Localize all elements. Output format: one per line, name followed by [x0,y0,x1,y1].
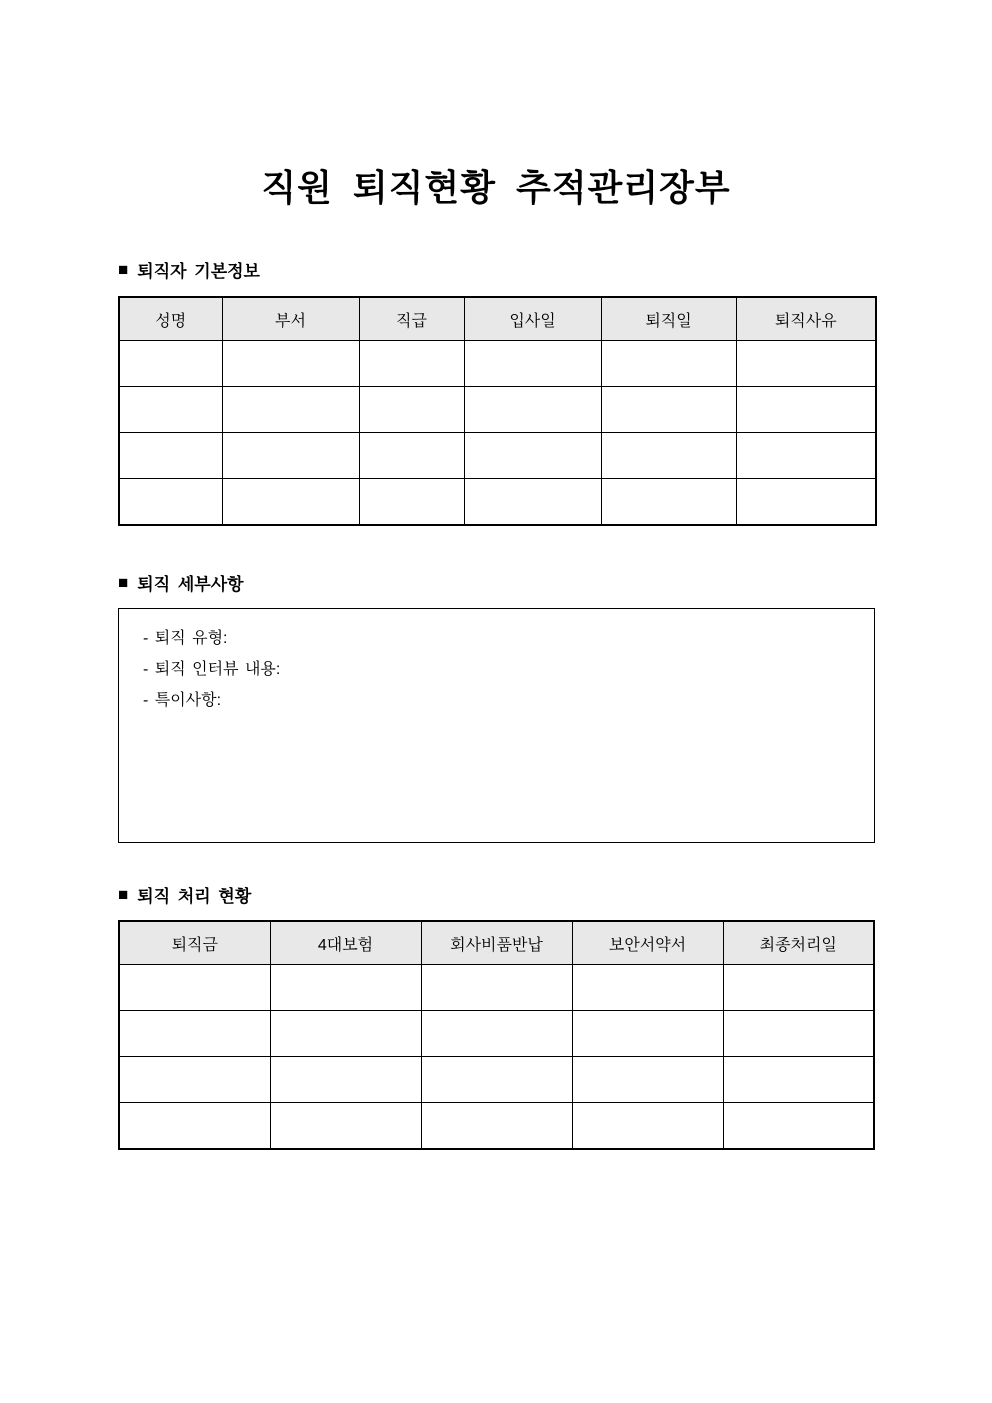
table-header-row [119,921,874,965]
table-cell [270,1057,421,1103]
table-row [119,1011,874,1057]
table-cell [723,1103,874,1150]
basic-info-table [118,296,877,526]
table-cell [601,387,736,433]
document-title: 직원 퇴직현황 추적관리장부 [261,167,731,208]
section-heading-label: 퇴직 세부사항 [137,575,244,594]
table-header-row [119,297,876,341]
table-cell [270,965,421,1011]
section-marker-icon: ■ [118,885,129,904]
table-cell [572,965,723,1011]
section-heading-label: 퇴직 처리 현황 [137,887,252,906]
column-header-resign-date: 퇴직일 [601,297,736,341]
column-header-name: 성명 [119,297,222,341]
table-cell [736,387,876,433]
table-cell [421,965,572,1011]
column-header-join-date: 입사일 [464,297,601,341]
table-cell [464,341,601,387]
table-cell [723,1011,874,1057]
table-cell [119,341,222,387]
table-cell [119,433,222,479]
table-cell [736,479,876,526]
table-row [119,1103,874,1150]
table-cell [464,387,601,433]
table-cell [359,479,464,526]
table-cell [359,341,464,387]
table-cell [464,433,601,479]
table-cell [119,965,270,1011]
column-header-department: 부서 [222,297,359,341]
column-header-security-pledge: 보안서약서 [572,921,723,965]
column-header-resign-reason: 퇴직사유 [736,297,876,341]
column-header-final-date: 최종처리일 [723,921,874,965]
table-cell [736,433,876,479]
table-cell [421,1011,572,1057]
table-cell [119,1011,270,1057]
table-row [119,433,876,479]
table-cell [270,1103,421,1150]
detail-line-interview: - 퇴직 인터뷰 내용: [143,661,281,678]
table-row [119,387,876,433]
table-cell [359,433,464,479]
table-cell [572,1057,723,1103]
table-cell [723,1057,874,1103]
table-row [119,1057,874,1103]
section-heading-basic-info [118,257,260,282]
processing-table [118,920,875,1150]
section-marker-icon: ■ [118,573,129,592]
detail-line-type: - 퇴직 유형: [143,630,228,647]
table-cell [359,387,464,433]
table-row [119,341,876,387]
table-cell [119,1057,270,1103]
table-cell [464,479,601,526]
section-heading-details [118,570,244,595]
table-row [119,965,874,1011]
column-header-severance-pay: 퇴직금 [119,921,270,965]
table-cell [421,1103,572,1150]
table-cell [119,1103,270,1150]
table-cell [119,479,222,526]
table-cell [601,341,736,387]
table-cell [222,341,359,387]
table-cell [119,387,222,433]
section-heading-label: 퇴직자 기본정보 [137,262,260,281]
column-header-position: 직급 [359,297,464,341]
table-cell [222,479,359,526]
detail-line-notes: - 특이사항: [143,692,222,709]
table-cell [601,433,736,479]
table-cell [421,1057,572,1103]
table-cell [572,1011,723,1057]
table-cell [222,433,359,479]
table-cell [736,341,876,387]
table-cell [222,387,359,433]
table-row [119,479,876,526]
table-cell [723,965,874,1011]
table-cell [270,1011,421,1057]
details-box [118,608,875,843]
section-marker-icon: ■ [118,260,129,279]
column-header-insurance: 4대보험 [270,921,421,965]
column-header-equipment-return: 회사비품반납 [421,921,572,965]
table-cell [601,479,736,526]
table-cell [572,1103,723,1150]
section-heading-processing [118,882,251,907]
